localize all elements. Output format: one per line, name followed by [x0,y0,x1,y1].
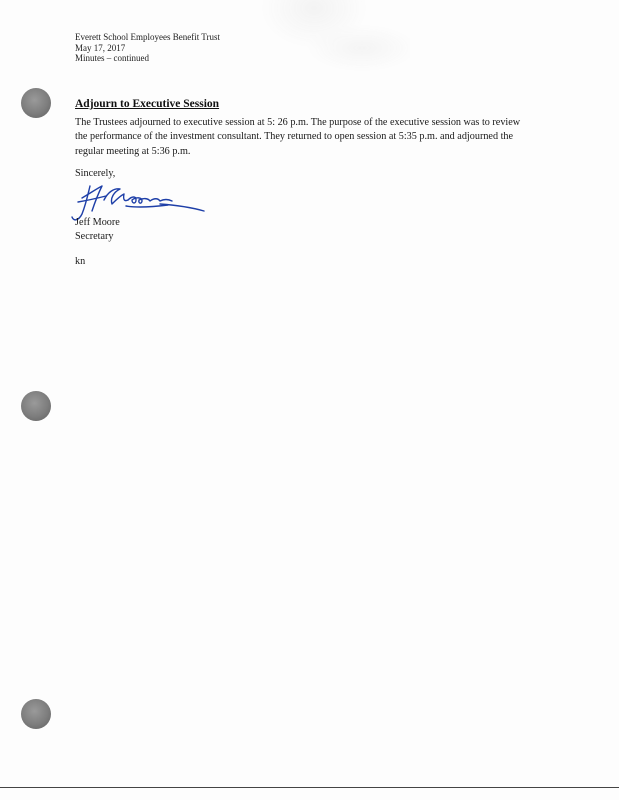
section-title: Adjourn to Executive Session [75,98,220,110]
header-document-label: Minutes – continued [75,53,149,63]
header-organization: Everett School Employees Benefit Trust [75,32,220,42]
closing-salutation: Sincerely, [75,168,116,179]
punch-hole-top [21,88,51,118]
punch-hole-bottom [21,699,51,729]
typist-initials: kn [75,256,86,267]
signer-name: Jeff Moore [75,217,120,228]
header-date: May 17, 2017 [75,42,126,53]
bleed-through-marks [250,0,410,80]
punch-hole-middle [21,391,51,421]
letter-header [75,32,220,64]
signer-title: Secretary [75,231,114,242]
section-paragraph: The Trustees adjourned to executive session at 5: 26 p.m. The purpose of the executive session was to review the performance of the investment consultant. They returned to open session at 5:35 p.m. and adjourned the regular meeting at 5:36 p.m. [75,117,521,157]
page-bottom-edge [0,787,619,788]
